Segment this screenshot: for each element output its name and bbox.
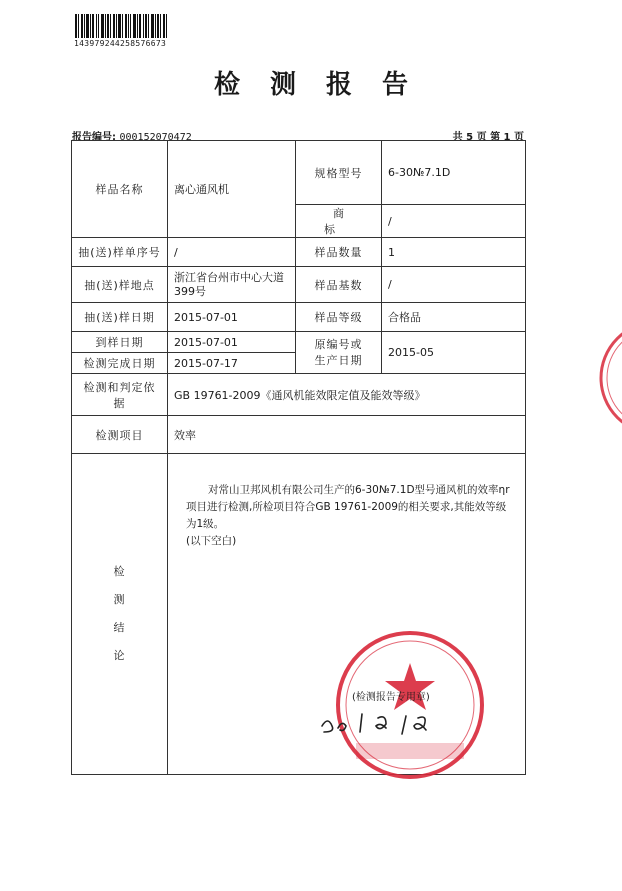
page-info: 共 5 页 第 1 页	[452, 132, 524, 143]
arrival-date-label: 到样日期	[72, 332, 168, 353]
conclusion-label-char: 结	[113, 621, 126, 634]
conclusion-tail: (以下空白)	[186, 535, 237, 547]
inspection-seal-icon	[330, 625, 490, 785]
page-title: 检测报告	[213, 70, 438, 100]
sample-date-label: 抽(送)样日期	[72, 303, 168, 332]
report-number-label: 报告编号:	[72, 132, 116, 143]
table-row	[72, 267, 526, 303]
trademark-label: 商标	[296, 205, 382, 238]
report-number-value: 000152070472	[119, 132, 192, 143]
conclusion-label-char: 论	[113, 649, 126, 662]
sample-place-label: 抽(送)样地点	[72, 267, 168, 303]
sample-grade-label: 样品等级	[296, 303, 382, 332]
stamp-caption: (检测报告专用章)	[352, 692, 430, 703]
sample-place-value: 浙江省台州市中心大道399号	[168, 267, 296, 303]
arrival-date-value: 2015-07-01	[168, 332, 296, 353]
basis-value: GB 19761-2009《通风机能效限定值及能效等级》	[168, 374, 526, 416]
table-row	[72, 238, 526, 267]
table-row	[72, 332, 526, 353]
edge-seal-icon	[595, 318, 622, 438]
items-value: 效率	[168, 416, 526, 454]
sample-qty-label: 样品数量	[296, 238, 382, 267]
sample-base-value: /	[382, 267, 526, 303]
sample-name-value: 离心通风机	[168, 141, 296, 238]
table-row	[72, 416, 526, 454]
conclusion-label-cell	[72, 454, 168, 775]
finish-date-label: 检测完成日期	[72, 353, 168, 374]
handwritten-date-icon	[318, 708, 458, 738]
trademark-value: /	[382, 205, 526, 238]
conclusion-label-char: 检	[113, 565, 126, 578]
sample-base-label: 样品基数	[296, 267, 382, 303]
barcode-graphic	[75, 14, 167, 38]
sample-seq-value: /	[168, 238, 296, 267]
model-label: 规格型号	[296, 141, 382, 205]
conclusion-label-char: 测	[113, 593, 126, 606]
sample-qty-value: 1	[382, 238, 526, 267]
basis-label: 检测和判定依据	[72, 374, 168, 416]
conclusion-label	[78, 558, 161, 670]
original-no-label: 原编号或生产日期	[296, 332, 382, 374]
sample-seq-label: 抽(送)样单序号	[72, 238, 168, 267]
table-row	[72, 303, 526, 332]
model-value: 6-30№7.1D	[382, 141, 526, 205]
items-label: 检测项目	[72, 416, 168, 454]
finish-date-value: 2015-07-17	[168, 353, 296, 374]
table-row	[72, 141, 526, 205]
conclusion-text: 对常山卫邦风机有限公司生产的6-30№7.1D型号通风机的效率ηr项目进行检测,所检项目符合GB 19761-2009的相关要求,其能效等级为1级。	[186, 484, 510, 530]
sample-date-value: 2015-07-01	[168, 303, 296, 332]
sample-name-label: 样品名称	[72, 141, 168, 238]
barcode-number: 143979244258576673	[74, 39, 167, 48]
sample-grade-value: 合格品	[382, 303, 526, 332]
table-row	[72, 374, 526, 416]
original-no-value: 2015-05	[382, 332, 526, 374]
